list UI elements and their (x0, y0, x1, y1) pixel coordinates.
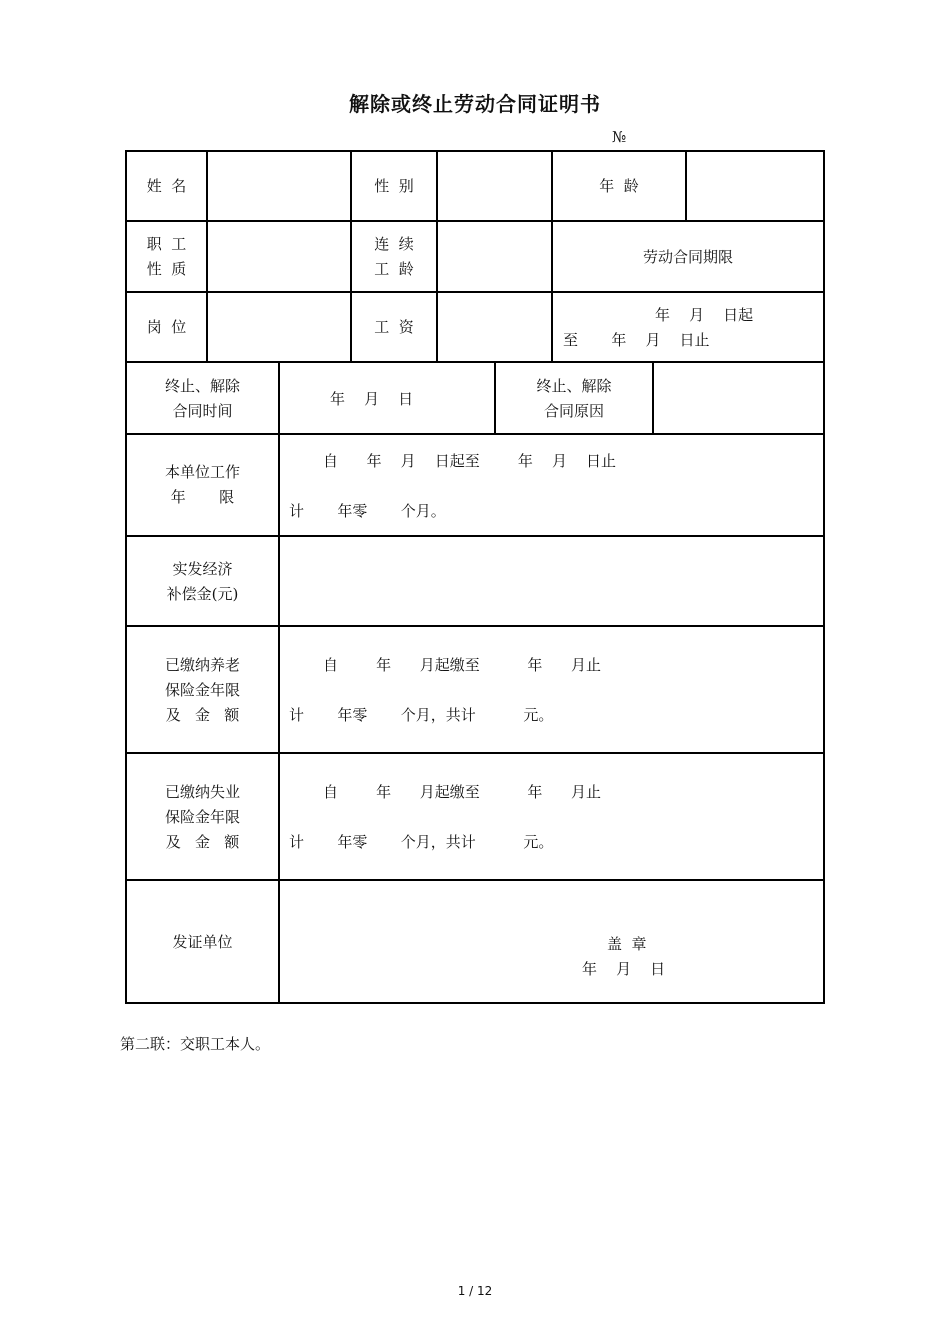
unemployment-label-1: 已缴纳失业 (164, 783, 240, 801)
unemployment-label-3: 及 金 额 (165, 833, 240, 851)
col-divider (436, 152, 438, 361)
row-divider (127, 752, 823, 754)
pension-label-3: 及 金 额 (165, 706, 240, 724)
work-years-label-2: 年 限 (170, 488, 235, 506)
end-reason-label-1: 终止、解除 (536, 377, 612, 395)
work-years-label-1: 本单位工作 (164, 463, 240, 481)
col-divider (278, 361, 280, 433)
work-years-line-2: 计 年零 个月。 (289, 502, 446, 520)
employee-type-label-1: 职 工 (146, 235, 187, 253)
row-divider (127, 433, 823, 435)
row-divider (127, 291, 823, 293)
page-number: 1 / 12 (457, 1284, 493, 1298)
wage-label: 工 资 (374, 318, 414, 336)
row-divider (127, 220, 823, 222)
col-divider (652, 361, 654, 433)
end-time-value: 年 月 日 (330, 390, 414, 408)
unemployment-line-1: 自 年 月起缴至 年 月止 (323, 783, 602, 801)
unemployment-line-2: 计 年零 个月，共计 元。 (289, 833, 554, 851)
issue-date: 年 月 日 (582, 960, 666, 978)
unemployment-label-2: 保险金年限 (164, 808, 240, 826)
contract-term-label: 劳动合同期限 (642, 248, 733, 266)
name-label: 姓 名 (146, 177, 187, 195)
term-from-text: 年 月 日起 (655, 306, 754, 324)
col-divider (278, 433, 280, 1004)
row-divider (127, 625, 823, 627)
end-time-label-1: 终止、解除 (164, 377, 240, 395)
end-reason-label-2: 合同原因 (543, 402, 604, 420)
row-divider (127, 879, 823, 881)
post-label: 岗 位 (146, 318, 187, 336)
pension-label-2: 保险金年限 (164, 681, 240, 699)
work-years-line-1: 自 年 月 日起至 年 月 日止 (323, 452, 617, 470)
pension-line-1: 自 年 月起缴至 年 月止 (323, 656, 602, 674)
age-label: 年 龄 (599, 177, 639, 195)
seal-label: 盖 章 (607, 935, 647, 953)
continuous-label-2: 工 龄 (374, 260, 414, 278)
number-label: № (612, 128, 627, 146)
footer-note: 第二联：交职工本人。 (120, 1035, 271, 1053)
gender-label: 性 别 (374, 177, 414, 195)
document-title: 解除或终止劳动合同证明书 (349, 92, 601, 116)
pension-label-1: 已缴纳养老 (164, 656, 240, 674)
certificate-table (125, 150, 825, 1004)
row-divider (127, 535, 823, 537)
issuer-label: 发证单位 (172, 933, 233, 951)
pension-line-2: 计 年零 个月，共计 元。 (289, 706, 554, 724)
term-to-text: 至 年 月 日止 (563, 331, 710, 349)
end-time-label-2: 合同时间 (172, 402, 233, 420)
col-divider (206, 152, 208, 361)
compensation-label-2: 补偿金(元) (166, 585, 239, 603)
continuous-label-1: 连 续 (374, 235, 414, 253)
row-divider (127, 361, 823, 363)
employee-type-label-2: 性 质 (146, 260, 187, 278)
compensation-label-1: 实发经济 (172, 560, 233, 578)
col-divider (685, 152, 687, 220)
